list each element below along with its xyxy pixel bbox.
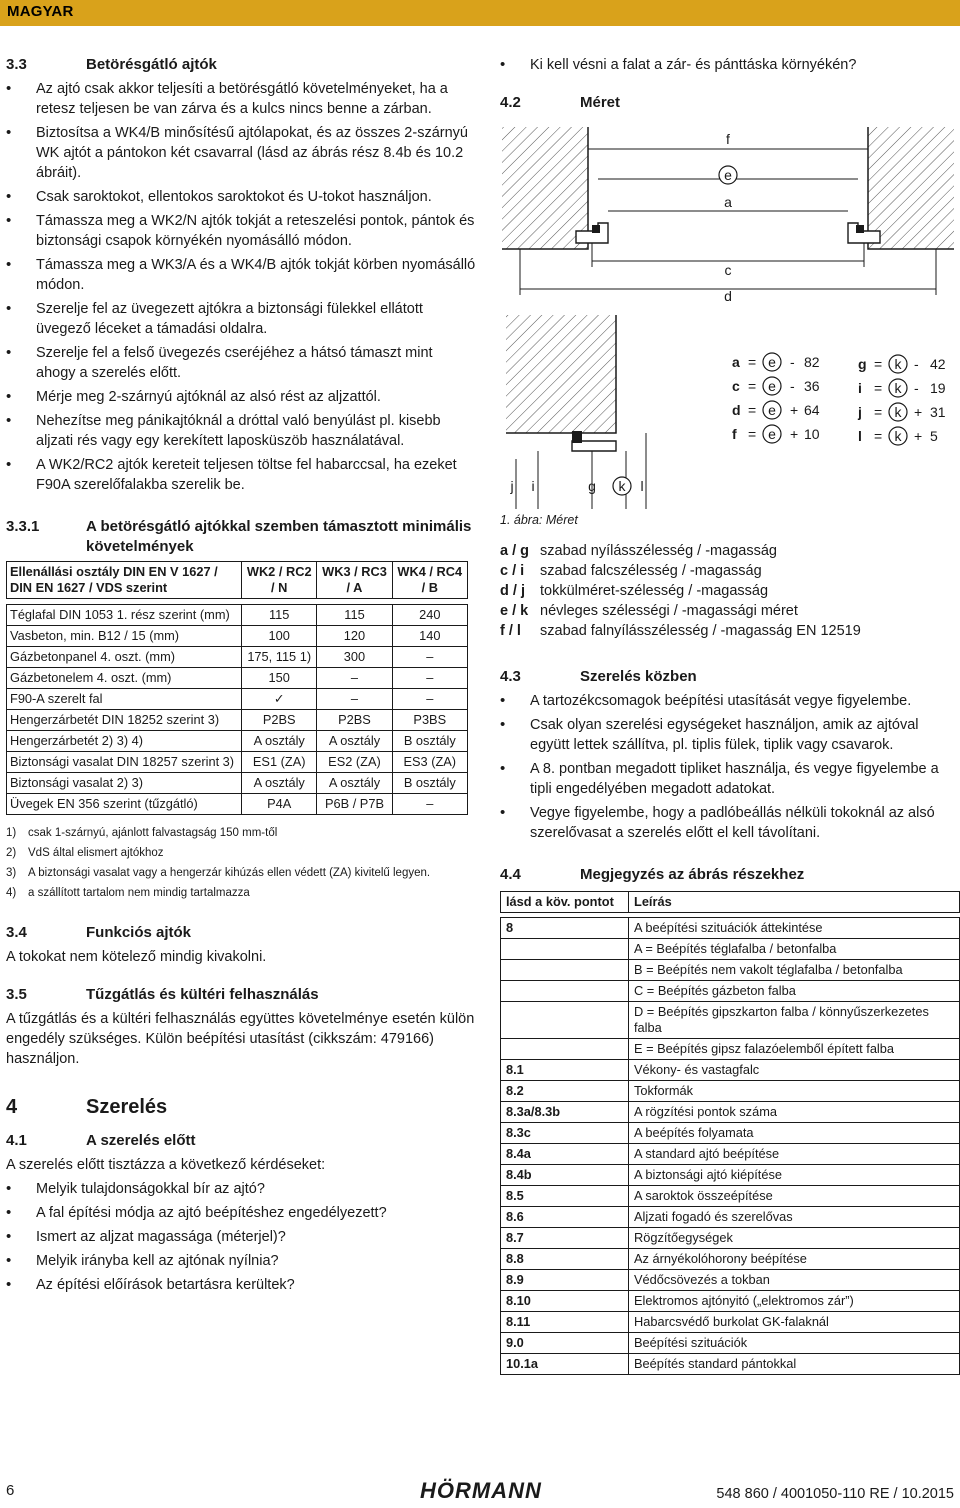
formula-block (732, 353, 946, 445)
table-cell: F90-A szerelt fal (7, 689, 242, 710)
dim-label-c: c (724, 262, 732, 278)
dim-label-l: l (640, 478, 644, 494)
section-wall (506, 315, 616, 433)
dimension-diagram (500, 119, 956, 509)
list-item: • A fal építési módja az ajtó beépítéshez engedélyezett? (6, 1203, 476, 1223)
svg-text:=: = (748, 378, 757, 394)
list-item: • A 8. pontban megadott tipliket használja, és vegye figyelembe a tipli engedélyében megadott adatokat. (500, 759, 956, 799)
svg-text:=: = (748, 354, 757, 370)
table-cell: B osztály (392, 773, 467, 794)
table-cell: 300 (317, 647, 392, 668)
table-row (7, 731, 468, 752)
section-4-3-heading: 4.3 Szerelés közben (500, 668, 697, 685)
svg-text:19: 19 (930, 380, 946, 396)
section-3-4-heading: 3.4 Funkciós ajtók (6, 924, 192, 941)
table-row (7, 689, 468, 710)
svg-text:e: e (768, 378, 776, 394)
language-bar: MAGYAR (0, 0, 960, 26)
dimension-legend (500, 541, 956, 641)
section-3-4-text: A tokokat nem kötelező mindig kivakolni. (6, 949, 267, 965)
table-row: D = Beépítés gipszkarton falba / könnyűszerkezetes falba (501, 1002, 960, 1039)
formula-c (732, 377, 820, 395)
formula-d (732, 401, 820, 419)
dim-label-d: d (724, 288, 732, 304)
svg-text:d: d (732, 402, 741, 418)
table-cell: Üvegek EN 356 szerint (tűzgátló) (7, 794, 242, 815)
table-cell: Gázbetonelem 4. oszt. (mm) (7, 668, 242, 689)
table-cell: P2BS (242, 710, 317, 731)
list-item: • Támassza meg a WK2/N ajtók tokját a reteszelési pontok, pántok és biztonsági csapok környékén nyomásálló módon. (6, 211, 476, 251)
list-item: • A tartozékcsomagok beépítési utasítását vegye figyelembe. (500, 691, 956, 711)
footnote: 2) VdS által elismert ajtókhoz (6, 847, 164, 859)
svg-text:36: 36 (804, 378, 820, 394)
checkmark-cell: ✓ (242, 689, 317, 710)
list-item: • Nehezítse meg pánikajtóknál a dróttal való benyúlást pl. kisebb aljzati rés vagy egy kerekített laposküszöb használatával. (6, 411, 476, 451)
table-cell: A osztály (242, 773, 317, 794)
table-cell: Biztonsági vasalat 2) 3) (7, 773, 242, 794)
svg-text:5: 5 (930, 428, 938, 444)
footnote: 1) csak 1-szárnyú, ajánlott falvastagság 150 mm-től (6, 827, 278, 839)
legend-row: a / g szabad nyílásszélesség / -magasság (500, 543, 777, 559)
page-number: 6 (6, 1482, 15, 1499)
legend-row: d / j tokkülméret-szélesség / -magasság (500, 583, 769, 599)
dim-label-a: a (724, 194, 732, 210)
list-item: • Szerelje fel az üvegezett ajtókra a biztonsági fülekkel ellátott üvegező léceket a támadási oldalra. (6, 299, 476, 339)
svg-text:l: l (858, 428, 862, 444)
section-3-3-1-heading: 3.3.1 A betörésgátló ajtókkal szemben támasztott minimális követelmények (6, 518, 472, 555)
table-cell: Hengerzárbetét DIN 18252 szerint 3) (7, 710, 242, 731)
table-row: C = Beépítés gázbeton falba (501, 981, 960, 1002)
legend-row: f / l szabad falnyílásszélesség / -magasság EN 12519 (500, 623, 861, 639)
left-column (6, 55, 476, 1303)
list-item: • A WK2/RC2 ajtók kereteit teljesen töltse fel habarccsal, ha ezeket F90A szerelőfalakba szerelik be. (6, 455, 476, 495)
formula-l (858, 427, 938, 445)
table-row: 8.3c A beépítés folyamata (501, 1123, 960, 1144)
svg-text:j: j (858, 404, 862, 420)
svg-text:k: k (894, 428, 902, 444)
list-item: • Az ajtó csak akkor teljesíti a betörésgátló követelményeket, ha a retesz teljesen be van zárva és a kulcs nincs benne a zárban. (6, 79, 476, 119)
table-row: 10.1a Beépítés standard pántokkal (501, 1354, 960, 1375)
svg-text:31: 31 (930, 404, 946, 420)
table-cell: 120 (317, 626, 392, 647)
table-row (7, 605, 468, 626)
table-cell: A osztály (317, 773, 392, 794)
legend-row: c / i szabad falcszélesség / -magasság (500, 563, 762, 579)
formula-i (858, 379, 946, 397)
table-row: 8.3a/8.3b A rögzítési pontok száma (501, 1102, 960, 1123)
section-4-heading: 4 Szerelés (6, 1096, 168, 1118)
svg-text:e: e (768, 426, 776, 442)
svg-text:82: 82 (804, 354, 820, 370)
table-cell: 115 (317, 605, 392, 626)
table-cell: 175, 115 1) (242, 647, 317, 668)
table-row: 8.4b A biztonsági ajtó kiépítése (501, 1165, 960, 1186)
table-header-cell: Leírás (629, 892, 960, 913)
table-row (7, 773, 468, 794)
list-item: • Ismert az aljzat magassága (méterjel)? (6, 1227, 476, 1247)
page-footer (0, 1478, 960, 1508)
svg-text:10: 10 (804, 426, 820, 442)
dim-label-e: e (724, 167, 732, 183)
table-row: 8.11 Habarcsvédő burkolat GK-falaknál (501, 1312, 960, 1333)
plan-left-wall (502, 127, 588, 249)
table-cell: 100 (242, 626, 317, 647)
table-row: B = Beépítés nem vakolt téglafalba / betonfalba (501, 960, 960, 981)
table-header-cell: Ellenállási osztály DIN EN V 1627 / DIN EN 1627 / VDS szerint (7, 562, 242, 599)
table-row: 8.4a A standard ajtó beépítése (501, 1144, 960, 1165)
dim-label-f: f (726, 131, 730, 147)
table-cell: 140 (392, 626, 467, 647)
table-row: 8.7 Rögzítőegységek (501, 1228, 960, 1249)
table-row (7, 626, 468, 647)
list-item: • Ki kell vésni a falat a zár- és pánttáska környékén? (500, 55, 956, 75)
table-row: 8.10 Elektromos ajtónyitó („elektromos zár”) (501, 1291, 960, 1312)
table-cell: ES2 (ZA) (317, 752, 392, 773)
svg-text:e: e (768, 354, 776, 370)
table-cell: P4A (242, 794, 317, 815)
section-4-2-heading: 4.2 Méret (500, 94, 621, 111)
table-row (7, 647, 468, 668)
requirements-table (6, 561, 468, 815)
right-column (500, 55, 956, 1375)
dim-label-j: j (510, 478, 514, 494)
section-3-3-heading: 3.3 Betörésgátló ajtók (6, 56, 217, 73)
section-4-3-list (500, 691, 956, 843)
section-4-4-heading: 4.4 Megjegyzés az ábrás részekhez (500, 866, 805, 883)
table-row (7, 752, 468, 773)
table-cell: Biztonsági vasalat DIN 18257 szerint 3) (7, 752, 242, 773)
table-cell: – (392, 647, 467, 668)
table-cell: B osztály (392, 731, 467, 752)
svg-text:=: = (874, 428, 883, 444)
svg-text:+: + (914, 404, 923, 420)
document-number: 548 860 / 4001050-110 RE / 10.2015 (716, 1486, 954, 1502)
dimension-figure (500, 119, 956, 509)
list-item: • Mérje meg 2-szárnyú ajtóknál az alsó rést az aljzattól. (6, 387, 476, 407)
table-cell: P6B / P7B (317, 794, 392, 815)
table-row: E = Beépítés gipsz falazóelemből épített falba (501, 1039, 960, 1060)
table-cell: A osztály (242, 731, 317, 752)
list-item: • Melyik tulajdonságokkal bír az ajtó? (6, 1179, 476, 1199)
table-row: 8.2 Tokformák (501, 1081, 960, 1102)
table-row: 9.0 Beépítési szituációk (501, 1333, 960, 1354)
svg-text:+: + (790, 426, 799, 442)
list-item: • Szerelje fel a felső üvegezés cseréjéhez a hátsó támaszt mint ahogy a szerelés előtt. (6, 343, 476, 383)
section-4-1-intro: A szerelés előtt tisztázza a következő kérdéseket: (6, 1157, 326, 1173)
carryover-list (500, 55, 956, 75)
svg-text:+: + (790, 402, 799, 418)
list-item: • Csak olyan szerelési egységeket használjon, amik az ajtóval együtt lettek szállítva, pl. tiplis fülek, tiplik vagy csavarok. (500, 715, 956, 755)
section-3-3-list (6, 79, 476, 495)
svg-text:=: = (874, 380, 883, 396)
svg-text:+: + (914, 428, 923, 444)
svg-text:=: = (748, 426, 757, 442)
svg-text:g: g (858, 356, 867, 372)
svg-text:e: e (768, 402, 776, 418)
formula-j (857, 403, 946, 421)
table-cell: ES3 (ZA) (392, 752, 467, 773)
svg-text:-: - (790, 354, 795, 370)
table-cell: Hengerzárbetét 2) 3) 4) (7, 731, 242, 752)
table-cell: – (392, 794, 467, 815)
legend-row: e / k névleges szélességi / -magassági méret (500, 603, 798, 619)
table-row: 8.6 Aljzati fogadó és szerelővas (501, 1207, 960, 1228)
table-row: 8.5 A saroktok összeépítése (501, 1186, 960, 1207)
table-row: A = Beépítés téglafalba / betonfalba (501, 939, 960, 960)
figure-reference-table (500, 891, 960, 1375)
formula-g (858, 355, 946, 373)
table-row: 8.8 Az árnyékolóhorony beépítése (501, 1249, 960, 1270)
list-item: • Csak saroktokot, ellentokos saroktokot és U-tokot használjon. (6, 187, 476, 207)
table-row (7, 668, 468, 689)
formula-f (732, 425, 820, 443)
svg-text:k: k (894, 380, 902, 396)
section-frame-profile (572, 431, 616, 451)
figure-caption: 1. ábra: Méret (500, 513, 578, 527)
svg-text:42: 42 (930, 356, 946, 372)
svg-text:-: - (914, 380, 919, 396)
table-cell: – (317, 689, 392, 710)
section-4-1-list (6, 1179, 476, 1295)
section-4-1-heading: 4.1 A szerelés előtt (6, 1132, 196, 1149)
svg-text:a: a (732, 354, 740, 370)
svg-text:c: c (732, 378, 740, 394)
table-cell: ES1 (ZA) (242, 752, 317, 773)
table-row (7, 710, 468, 731)
brand-logo: HÖRMANN (420, 1478, 542, 1503)
table-cell: – (392, 689, 467, 710)
svg-text:64: 64 (804, 402, 820, 418)
table-header-row (501, 892, 960, 913)
svg-text:i: i (858, 380, 862, 396)
svg-text:-: - (914, 356, 919, 372)
table-cell: 115 (242, 605, 317, 626)
table-cell: P2BS (317, 710, 392, 731)
svg-text:f: f (732, 426, 737, 442)
table-row: 8.9 Védőcsövezés a tokban (501, 1270, 960, 1291)
table-header-cell: WK2 / RC2 / N (242, 562, 317, 599)
svg-text:k: k (894, 356, 902, 372)
list-item: • Támassza meg a WK3/A és a WK4/B ajtók tokját körben nyomásálló módon. (6, 255, 476, 295)
svg-text:-: - (790, 378, 795, 394)
table-cell: 150 (242, 668, 317, 689)
list-item: • Melyik irányba kell az ajtónak nyílnia? (6, 1251, 476, 1271)
section-3-5-heading: 3.5 Tűzgátlás és kültéri felhasználás (6, 986, 319, 1003)
table-header-cell: WK3 / RC3 / A (317, 562, 392, 599)
table-cell: Téglafal DIN 1053 1. rész szerint (mm) (7, 605, 242, 626)
dim-label-g: g (588, 478, 596, 494)
dim-label-k: k (618, 478, 626, 494)
list-item: • Biztosítsa a WK4/B minősítésű ajtólapokat, és az összes 2-szárnyú WK ajtót a pántokon két csavarral (lásd az ábrás rész 8.4b és 10.2 ábráit). (6, 123, 476, 183)
dim-label-i: i (531, 478, 535, 494)
table-header-row (7, 562, 468, 599)
section-3-5-text: A tűzgátlás és a kültéri felhasználás együttes követelménye esetén külön engedély szükséges. Külön beépítési utasítást (cikkszám: 479166) használjon. (6, 1011, 475, 1067)
table-row (7, 794, 468, 815)
footnote: 4) a szállított tartalom nem mindig tartalmazza (6, 887, 250, 899)
svg-text:=: = (874, 356, 883, 372)
list-item: • Az építési előírások betartásra kerültek? (6, 1275, 476, 1295)
table-cell: – (392, 668, 467, 689)
table-row: 8 A beépítési szituációk áttekintése (501, 918, 960, 939)
table-cell: P3BS (392, 710, 467, 731)
formula-a (732, 353, 820, 371)
footnote: 3) A biztonsági vasalat vagy a hengerzár kihúzás ellen védett (ZA) kivitelű legyen. (6, 867, 431, 879)
table-cell: – (317, 668, 392, 689)
svg-text:=: = (748, 402, 757, 418)
table-row: 8.1 Vékony- és vastagfalc (501, 1060, 960, 1081)
table-header-cell: WK4 / RC4 / B (392, 562, 467, 599)
svg-text:k: k (894, 404, 902, 420)
list-item: • Vegye figyelembe, hogy a padlóbeállás nélküli tokoknál az alsó szerelővasat a szerelés előtt el kell távolítani. (500, 803, 956, 843)
footnotes (6, 825, 476, 901)
svg-text:=: = (874, 404, 883, 420)
table-cell: 240 (392, 605, 467, 626)
table-header-cell: lásd a köv. pontot (501, 892, 629, 913)
table-cell: A osztály (317, 731, 392, 752)
table-cell: Gázbetonpanel 4. oszt. (mm) (7, 647, 242, 668)
table-cell: Vasbeton, min. B12 / 15 (mm) (7, 626, 242, 647)
plan-right-wall (868, 127, 954, 249)
